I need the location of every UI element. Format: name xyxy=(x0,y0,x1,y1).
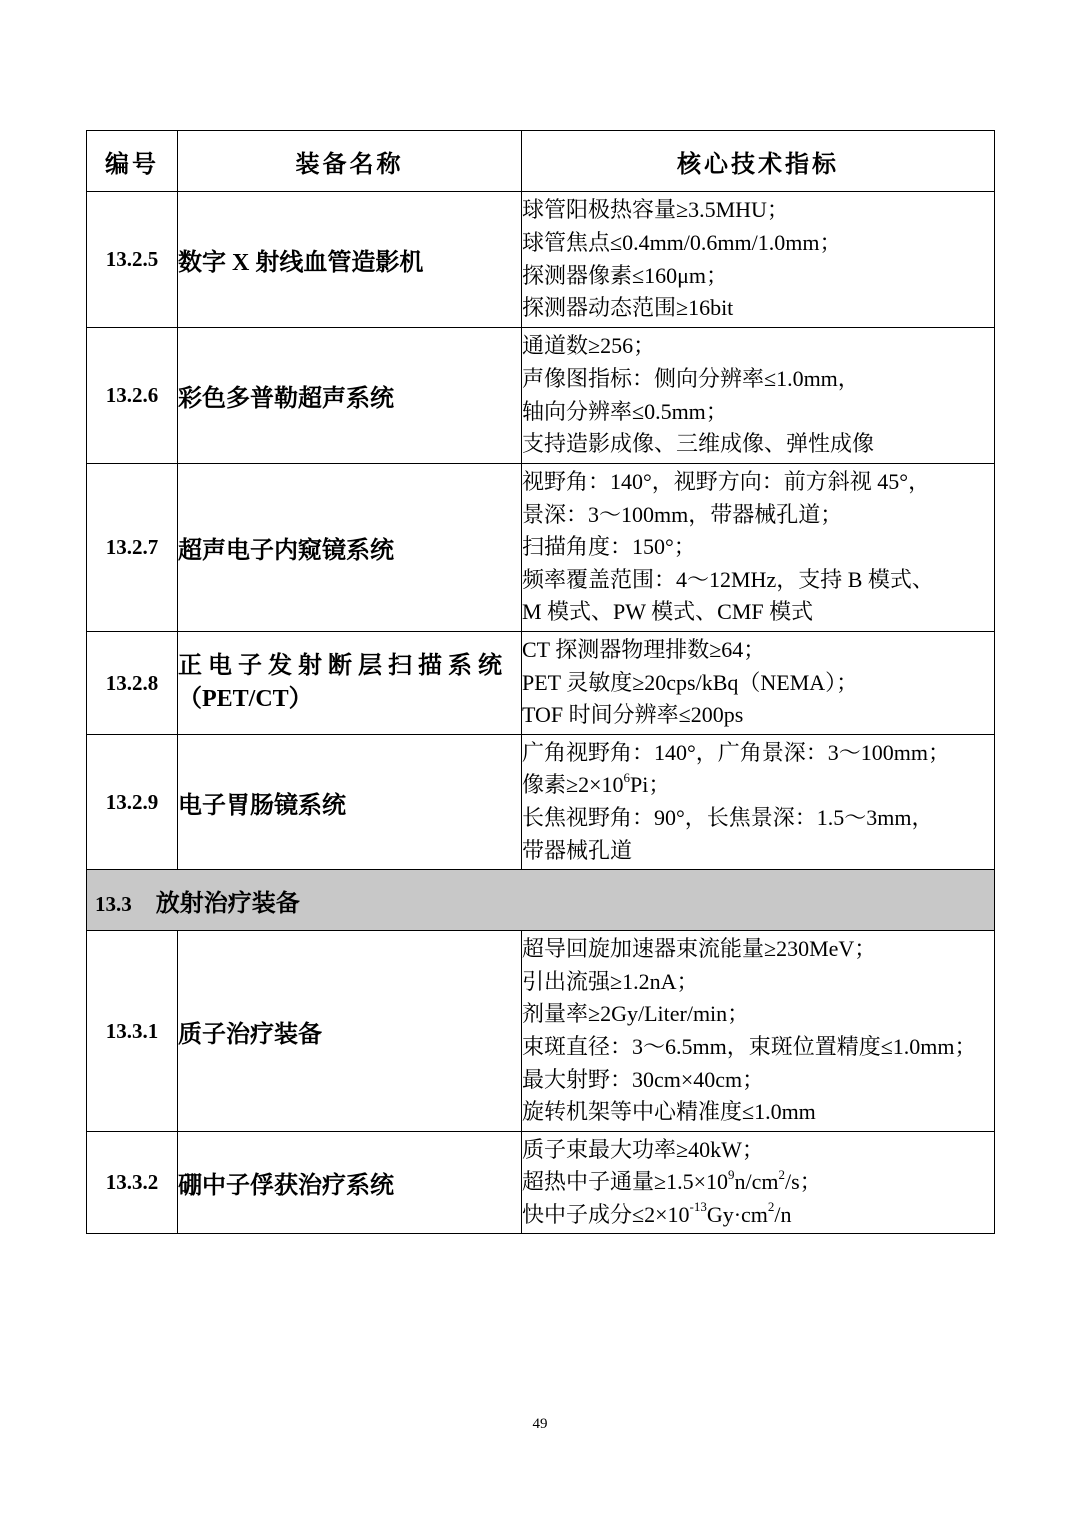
superscript: 2 xyxy=(767,1199,775,1215)
spec-line: 旋转机架等中心精准度≤1.0mm xyxy=(522,1099,816,1125)
equipment-spec-table xyxy=(86,130,995,1234)
section-title: 放射治疗装备 xyxy=(155,888,300,917)
spec-text: /s； xyxy=(784,1169,822,1195)
spec-line: M 模式、PW 模式、CMF 模式 xyxy=(522,599,814,625)
spec-line: PET 灵敏度≥20cps/kBq（NEMA）； xyxy=(522,669,859,695)
header-equipment-name: 装备名称 xyxy=(178,131,522,192)
row-specs xyxy=(522,1132,995,1234)
spec-text: 快中子成分≤2×10 xyxy=(522,1201,690,1227)
spec-line: 支持造影成像、三维成像、弹性成像 xyxy=(522,431,875,457)
spec-line: 扫描角度：150°； xyxy=(522,534,696,560)
spec-line: 引出流强≥1.2nA； xyxy=(522,968,699,994)
page-number: 49 xyxy=(532,1416,548,1432)
spec-line: 轴向分辨率≤0.5mm； xyxy=(522,398,728,424)
table-row xyxy=(87,931,995,1132)
section-header-row xyxy=(87,870,995,931)
section-header xyxy=(87,870,995,931)
spec-text: 像素≥2×10 xyxy=(522,772,624,798)
table-row xyxy=(87,1132,995,1234)
spec-line: 长焦视野角：90°，长焦景深：1.5～3mm， xyxy=(522,805,934,830)
spec-line: 景深：3～100mm，带器械孔道； xyxy=(522,501,843,527)
spec-line: 剂量率≥2Gy/Liter/min； xyxy=(522,1001,750,1027)
spec-line xyxy=(522,769,994,802)
header-id: 编号 xyxy=(87,131,178,192)
row-name: 数字 X 射线血管造影机 xyxy=(178,192,522,328)
spec-line: CT 探测器物理排数≥64； xyxy=(522,637,766,663)
row-name: 彩色多普勒超声系统 xyxy=(178,328,522,464)
table-row xyxy=(87,328,995,464)
superscript: 2 xyxy=(778,1166,785,1182)
row-specs xyxy=(522,328,995,464)
row-specs xyxy=(522,192,995,328)
row-specs xyxy=(522,735,995,870)
header-core-specs: 核心技术指标 xyxy=(522,131,995,192)
spec-line: 探测器像素≤160μm； xyxy=(522,262,728,288)
spec-line: 探测器动态范围≥16bit xyxy=(522,295,734,321)
row-id: 13.2.6 xyxy=(87,328,178,464)
row-name xyxy=(178,632,522,735)
superscript: 9 xyxy=(727,1166,735,1182)
row-specs xyxy=(522,632,995,735)
spec-text: n/cm xyxy=(734,1169,779,1195)
spec-line: 球管阳极热容量≥3.5MHU； xyxy=(522,197,789,223)
row-name-line: 正电子发射断层扫描系统 xyxy=(178,653,508,679)
spec-line: 束斑直径：3～6.5mm，束斑位置精度≤1.0mm； xyxy=(522,1034,977,1059)
row-name: 质子治疗装备 xyxy=(178,931,522,1132)
row-name-line: （PET/CT） xyxy=(178,686,313,712)
row-id: 13.3.1 xyxy=(87,931,178,1132)
spec-line xyxy=(522,1199,994,1232)
spec-line: 声像图指标：侧向分辨率≤1.0mm， xyxy=(522,365,860,391)
table-row xyxy=(87,464,995,632)
spec-line xyxy=(522,1166,994,1199)
row-specs xyxy=(522,464,995,632)
spec-line: 通道数≥256； xyxy=(522,333,656,359)
spec-line: 带器械孔道 xyxy=(522,837,633,863)
row-name: 超声电子内窥镜系统 xyxy=(178,464,522,632)
table-row xyxy=(87,192,995,328)
row-id: 13.2.9 xyxy=(87,735,178,870)
spec-text: /n xyxy=(774,1201,792,1227)
row-specs xyxy=(522,931,995,1132)
spec-text: Pi； xyxy=(629,772,671,798)
superscript: 6 xyxy=(623,770,630,786)
row-id: 13.3.2 xyxy=(87,1132,178,1234)
row-name: 硼中子俘获治疗系统 xyxy=(178,1132,522,1234)
spec-line: 频率覆盖范围：4～12MHz，支持 B 模式、 xyxy=(522,566,934,592)
spec-text: Gy·cm xyxy=(706,1201,768,1227)
table-header-row xyxy=(87,131,995,192)
row-name: 电子胃肠镜系统 xyxy=(178,735,522,870)
table-row xyxy=(87,632,995,735)
spec-line: 视野角：140°，视野方向：前方斜视 45°， xyxy=(522,469,931,495)
section-id: 13.3 xyxy=(95,891,132,916)
row-id: 13.2.5 xyxy=(87,192,178,328)
spec-text: 超热中子通量≥1.5×10 xyxy=(522,1169,728,1195)
spec-line: 超导回旋加速器束流能量≥230MeV； xyxy=(522,936,877,962)
spec-line: 广角视野角：140°，广角景深：3～100mm； xyxy=(522,739,951,765)
spec-line: 质子束最大功率≥40kW； xyxy=(522,1136,764,1162)
superscript: -13 xyxy=(689,1199,707,1215)
row-id: 13.2.8 xyxy=(87,632,178,735)
table-row xyxy=(87,735,995,870)
spec-line: TOF 时间分辨率≤200ps xyxy=(522,702,744,728)
spec-line: 最大射野：30cm×40cm； xyxy=(522,1066,765,1092)
spec-line: 球管焦点≤0.4mm/0.6mm/1.0mm； xyxy=(522,229,842,255)
row-id: 13.2.7 xyxy=(87,464,178,632)
